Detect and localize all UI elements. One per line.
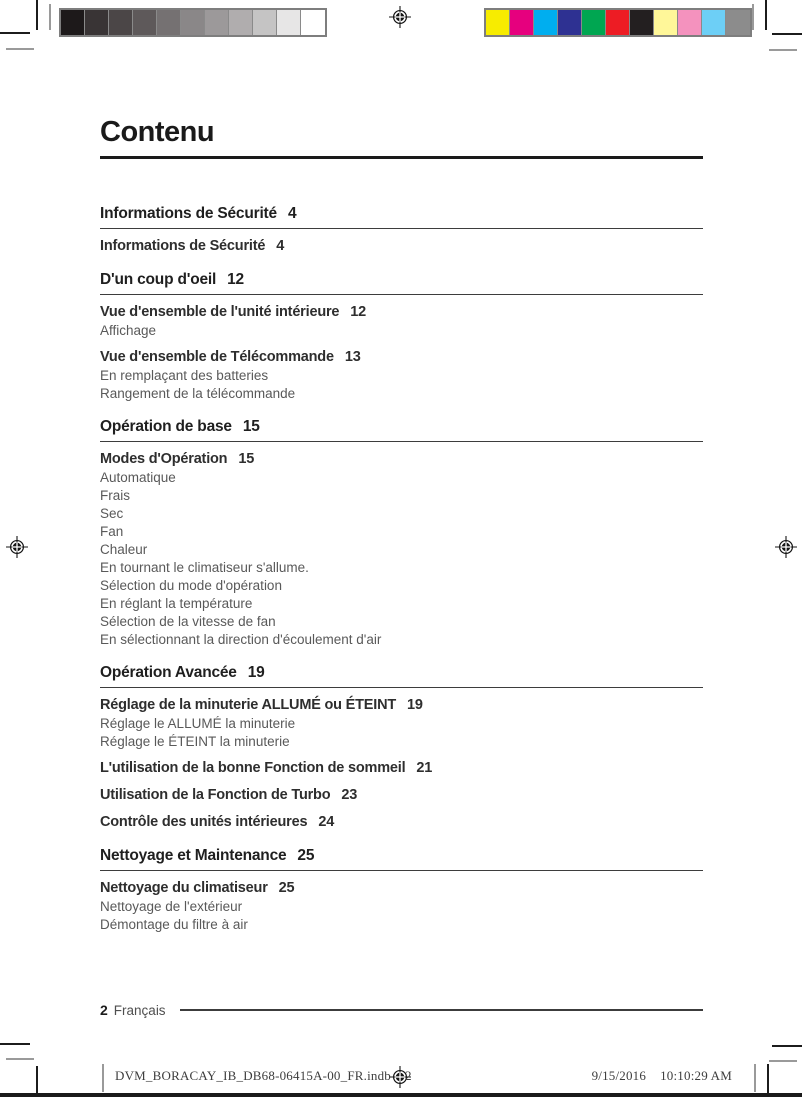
footer-page-number: 2 bbox=[100, 1002, 108, 1018]
grayscale-swatch bbox=[181, 10, 205, 35]
grayscale-swatch bbox=[301, 10, 325, 35]
color-swatch bbox=[486, 10, 510, 35]
toc-entry-label: Vue d'ensemble de Télécommande bbox=[100, 349, 334, 365]
toc-entry-label: L'utilisation de la bonne Fonction de sommeil bbox=[100, 760, 406, 776]
toc-sub-item: Chaleur bbox=[100, 542, 148, 557]
page-bottom-edge bbox=[0, 1093, 802, 1097]
crop-mark-bottom-right-vertical bbox=[767, 1064, 769, 1096]
section-title: Opération Avancée bbox=[100, 664, 237, 681]
grayscale-swatch bbox=[133, 10, 157, 35]
toc-entry-page-number: 19 bbox=[407, 697, 423, 713]
page-title: Contenu bbox=[100, 114, 703, 159]
crop-mark-top-left-horizontal-gray bbox=[6, 48, 34, 50]
slug-time: 10:10:29 AM bbox=[660, 1068, 732, 1083]
section-title: D'un coup d'oeil bbox=[100, 271, 217, 288]
slug-tick-right bbox=[754, 1064, 756, 1092]
crop-mark-top-right-vertical bbox=[765, 0, 767, 30]
section-heading bbox=[100, 847, 703, 871]
toc-entry bbox=[100, 759, 703, 778]
toc-sub-item: En réglant la température bbox=[100, 596, 253, 611]
content-area bbox=[100, 114, 703, 934]
toc-sub-item: Sec bbox=[100, 506, 124, 521]
grayscale-swatch bbox=[85, 10, 109, 35]
crop-mark-bottom-right-horizontal bbox=[772, 1045, 802, 1047]
section-page-number: 4 bbox=[287, 205, 297, 222]
toc-entry-page-number: 13 bbox=[344, 349, 361, 365]
toc-entry-label: Réglage de la minuterie ALLUMÉ ou ÉTEINT bbox=[100, 697, 396, 713]
registration-mark-icon bbox=[6, 536, 28, 558]
toc-entry-page-number: 21 bbox=[416, 760, 433, 776]
color-swatch bbox=[630, 10, 654, 35]
grayscale-swatch bbox=[229, 10, 253, 35]
grayscale-swatch bbox=[157, 10, 181, 35]
toc-entry-page-number: 4 bbox=[276, 238, 285, 254]
toc-sub-item: Nettoyage de l'extérieur bbox=[100, 899, 243, 914]
toc-entry-page-number: 25 bbox=[278, 880, 295, 896]
toc-sub-item: En tournant le climatiseur s'allume. bbox=[100, 560, 309, 575]
section-page-number: 19 bbox=[247, 664, 265, 681]
section-heading bbox=[100, 418, 703, 442]
toc-sub-item: Réglage le ÉTEINT la minuterie bbox=[100, 734, 290, 749]
toc-entry-label: Vue d'ensemble de l'unité intérieure bbox=[100, 304, 340, 320]
slug-filename-page: 2 bbox=[404, 1068, 412, 1083]
grayscale-swatch bbox=[253, 10, 277, 35]
toc-entry bbox=[100, 879, 703, 898]
toc-section bbox=[100, 418, 703, 649]
color-swatch bbox=[678, 10, 702, 35]
crop-mark-bottom-left-horizontal-gray bbox=[6, 1058, 34, 1060]
toc-entry bbox=[100, 303, 703, 322]
color-swatch bbox=[606, 10, 630, 35]
toc-sub-item: Réglage le ALLUMÉ la minuterie bbox=[100, 716, 296, 731]
section-page-number: 12 bbox=[227, 271, 244, 288]
toc-section bbox=[100, 271, 703, 403]
toc-entry bbox=[100, 237, 703, 256]
crop-mark-top-right-vertical-gray bbox=[752, 4, 754, 30]
crop-mark-top-right-horizontal bbox=[772, 33, 802, 35]
crop-mark-top-left-vertical bbox=[36, 0, 38, 30]
page-footer bbox=[100, 1002, 703, 1018]
toc-entry bbox=[100, 813, 703, 832]
crop-mark-bottom-left-horizontal bbox=[0, 1043, 30, 1045]
color-swatch bbox=[654, 10, 678, 35]
toc-entry-page-number: 12 bbox=[350, 304, 367, 320]
footer-language-label: Français bbox=[113, 1002, 166, 1018]
section-title: Nettoyage et Maintenance bbox=[100, 847, 287, 864]
color-swatch bbox=[534, 10, 558, 35]
color-swatch bbox=[702, 10, 726, 35]
section-page-number: 15 bbox=[242, 418, 260, 435]
toc-sub-item: Démontage du filtre à air bbox=[100, 917, 248, 932]
toc-entry-page-number: 24 bbox=[318, 814, 335, 830]
toc-sub-item: En remplaçant des batteries bbox=[100, 368, 269, 383]
crop-mark-top-right-horizontal-gray bbox=[769, 49, 797, 51]
toc-section bbox=[100, 205, 703, 256]
color-swatch bbox=[558, 10, 582, 35]
toc-section bbox=[100, 847, 703, 934]
toc-entry-page-number: 23 bbox=[341, 787, 358, 803]
toc-entry-page-number: 15 bbox=[238, 451, 255, 467]
toc-entry bbox=[100, 786, 703, 805]
footer-rule bbox=[180, 1009, 703, 1011]
crop-mark-top-left-horizontal bbox=[0, 32, 30, 34]
toc-entry-label: Nettoyage du climatiseur bbox=[100, 880, 268, 896]
toc-sub-item: Rangement de la télécommande bbox=[100, 386, 296, 401]
slug-filename: DVM_BORACAY_IB_DB68-06415A-00_FR.indb bbox=[115, 1068, 391, 1083]
toc-sub-item: Affichage bbox=[100, 323, 157, 338]
crop-mark-top-left-vertical-gray bbox=[49, 4, 51, 30]
color-swatch bbox=[582, 10, 606, 35]
grayscale-swatch bbox=[205, 10, 229, 35]
toc-section bbox=[100, 664, 703, 832]
grayscale-swatch bbox=[61, 10, 85, 35]
toc-entry-label: Informations de Sécurité bbox=[100, 238, 266, 254]
section-page-number: 25 bbox=[297, 847, 315, 864]
slug-datetime-line bbox=[592, 1068, 732, 1084]
crop-mark-bottom-left-vertical bbox=[36, 1066, 38, 1096]
registration-mark-icon bbox=[775, 536, 797, 558]
toc-entry-label: Modes d'Opération bbox=[100, 451, 228, 467]
toc-sub-item: Automatique bbox=[100, 470, 176, 485]
toc-entry-label: Utilisation de la Fonction de Turbo bbox=[100, 787, 331, 803]
registration-mark-icon bbox=[389, 6, 411, 28]
toc-entry bbox=[100, 348, 703, 367]
toc-sub-item: Frais bbox=[100, 488, 130, 503]
toc-entry bbox=[100, 696, 703, 715]
grayscale-swatch bbox=[277, 10, 301, 35]
section-heading bbox=[100, 271, 703, 295]
color-swatch bbox=[510, 10, 534, 35]
toc-entry-label: Contrôle des unités intérieures bbox=[100, 814, 308, 830]
toc-sub-item: Sélection de la vitesse de fan bbox=[100, 614, 276, 629]
slug-filename-line bbox=[115, 1068, 412, 1084]
section-heading bbox=[100, 664, 703, 688]
slug-date: 9/15/2016 bbox=[591, 1068, 647, 1083]
grayscale-swatch bbox=[109, 10, 133, 35]
section-title: Opération de base bbox=[100, 418, 232, 435]
section-title: Informations de Sécurité bbox=[100, 205, 277, 222]
slug-tick-left bbox=[102, 1064, 104, 1092]
crop-mark-bottom-right-horizontal-gray bbox=[769, 1060, 797, 1062]
toc-entry bbox=[100, 450, 703, 469]
toc-sub-item: En sélectionnant la direction d'écoulement d'air bbox=[100, 632, 382, 647]
toc-sub-item: Sélection du mode d'opération bbox=[100, 578, 282, 593]
color-swatch bbox=[726, 10, 750, 35]
table-of-contents bbox=[100, 205, 703, 934]
section-heading bbox=[100, 205, 703, 229]
toc-sub-item: Fan bbox=[100, 524, 124, 539]
color-calibration-bar bbox=[484, 8, 752, 37]
grayscale-calibration-bar bbox=[59, 8, 327, 37]
